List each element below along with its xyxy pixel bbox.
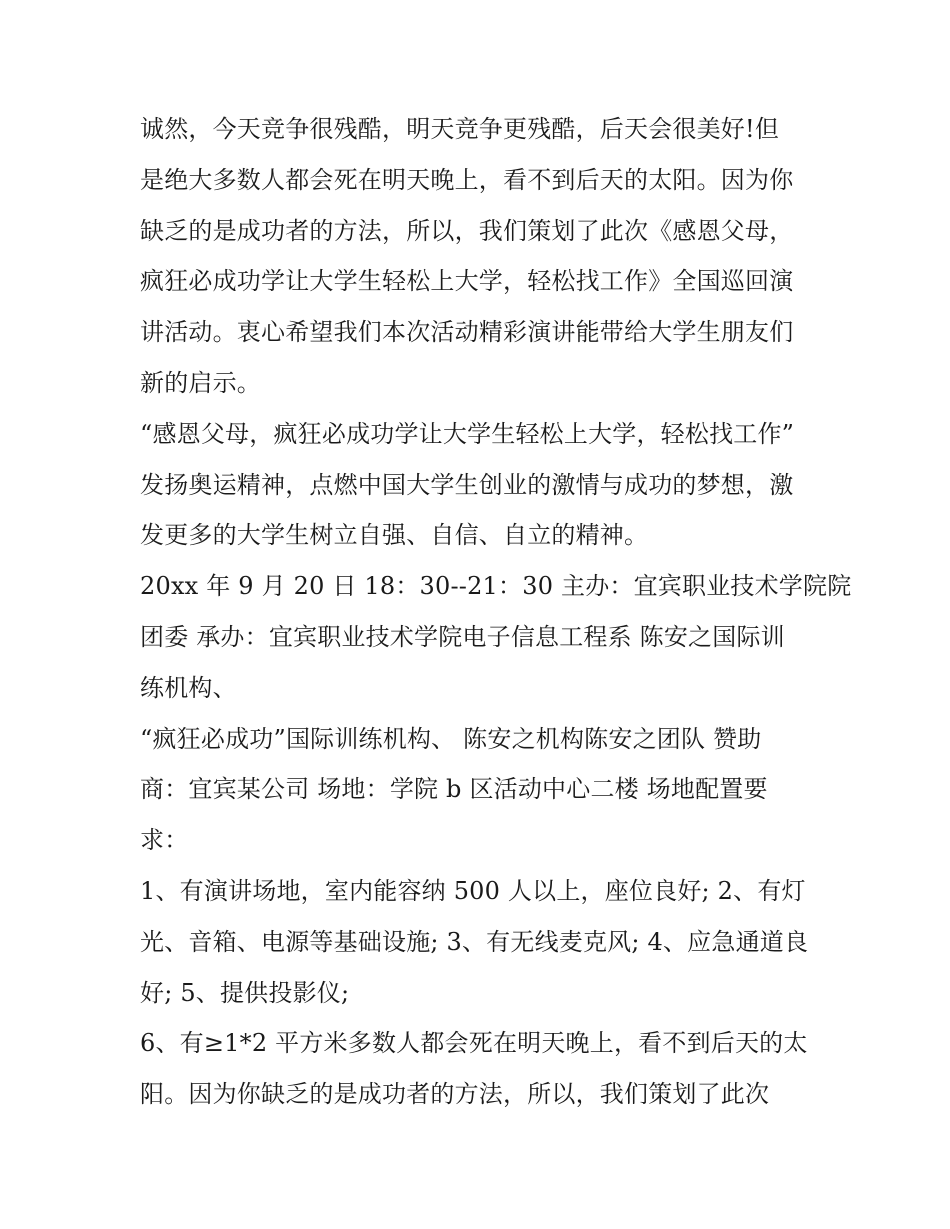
text-line: 商：宜宾某公司 场地：学院 b 区活动中心二楼 场地配置要 [140, 775, 768, 804]
text-line: 练机构、 [140, 673, 237, 702]
text-line: “疯狂必成功”国际训练机构、 陈安之机构陈安之团队 赞助 [140, 724, 762, 753]
text-line: 发更多的大学生树立自强、自信、自立的精神。 [140, 521, 649, 550]
text-line: “感恩父母，疯狂必成功学让大学生轻松上大学，轻松找工作” [140, 419, 795, 448]
text-line: 光、音箱、电源等基础设施; 3、有无线麦克风; 4、应急通道良 [140, 927, 809, 956]
text-line: 疯狂必成功学让大学生轻松上大学，轻松找工作》全国巡回演 [140, 267, 794, 296]
text-line: 缺乏的是成功者的方法，所以，我们策划了此次《感恩父母， [140, 216, 794, 245]
text-line: 求： [140, 826, 189, 855]
text-line: 诚然，今天竞争很残酷，明天竞争更残酷，后天会很美好!但 [140, 115, 780, 143]
text-line: 6、有≥1*2 平方米多数人都会死在明天晚上，看不到后天的太 [140, 1029, 808, 1058]
text-line: 是绝大多数人都会死在明天晚上，看不到后天的太阳。因为你 [140, 165, 794, 194]
text-line: 阳。因为你缺乏的是成功者的方法，所以，我们策划了此次 [140, 1080, 770, 1109]
text-line: 发扬奥运精神，点燃中国大学生创业的激情与成功的梦想，激 [140, 470, 794, 499]
text-line: 新的启示。 [140, 368, 261, 397]
text-line: 讲活动。衷心希望我们本次活动精彩演讲能带给大学生朋友们 [140, 318, 794, 347]
text-line: 20xx 年 9 月 20 日 18：30--21：30 主办：宜宾职业技术学院院 [140, 572, 852, 601]
text-line: 好; 5、提供投影仪; [140, 978, 350, 1007]
text-line: 1、有演讲场地，室内能容纳 500 人以上，座位良好; 2、有灯 [140, 876, 806, 905]
document-body [140, 104, 852, 1120]
text-line: 团委 承办：宜宾职业技术学院电子信息工程系 陈安之国际训 [140, 622, 785, 651]
